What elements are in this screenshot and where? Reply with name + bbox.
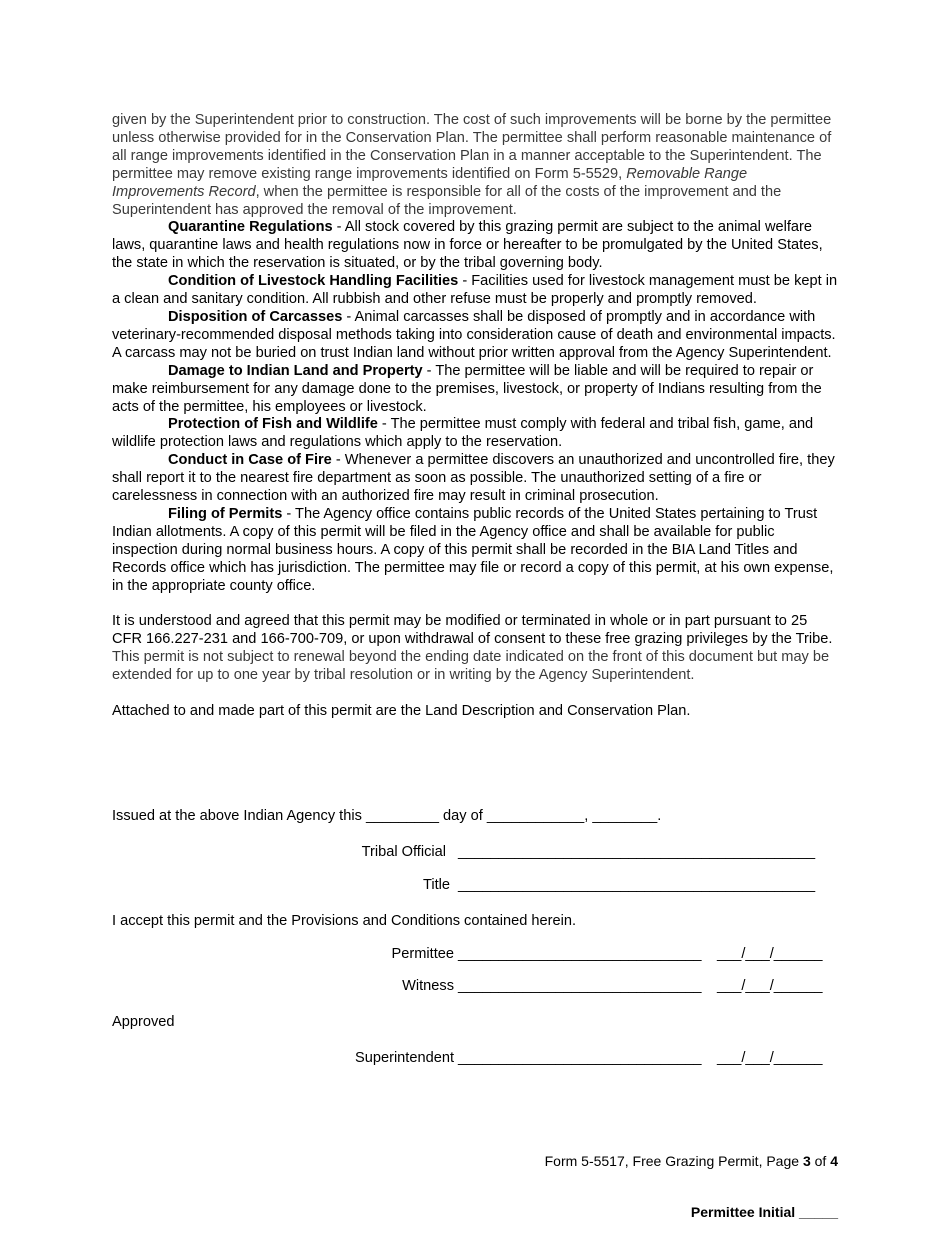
permittee-signature-line: ______________________________ — [458, 946, 702, 962]
permittee-date-line: ___/___/______ — [717, 946, 823, 962]
section-livestock-facilities — [112, 273, 840, 309]
section-heading: Condition of Livestock Handling Facilities — [168, 273, 459, 290]
title-label: Title — [422, 877, 450, 893]
section-heading: Disposition of Carcasses — [168, 308, 343, 325]
form-title-italic: Removable Range Improvements Record — [112, 165, 748, 200]
section-heading: Conduct in Case of Fire — [168, 452, 332, 469]
section-carcasses — [112, 309, 840, 363]
witness-label: Witness — [402, 978, 454, 994]
section-text: - Animal carcasses shall be disposed of promptly and in accordance with veterinary-recommended disposal methods taking into consideration cause of death and environmental impacts. A carcass may not be buried on trust Indian land without prior written approval from the Agency Superintendent. — [112, 308, 836, 361]
superintendent-label: Superintendent — [355, 1050, 454, 1066]
agreement-text-a: It is understood and agreed that this permit may be modified or terminated in whole or in part pursuant to 25 CFR 166.227-231 and 166-700-709, or upon withdrawal of consent to these free grazing privileges by the Tribe. — [112, 613, 833, 648]
section-text: - All stock covered by this grazing permit are subject to the animal welfare laws, quarantine laws and health regulations now in force or hereafter to be promulgated by the United States, the state in which the reservation is situated, or by the tribal governing body. — [112, 219, 823, 272]
page-footer — [545, 1119, 838, 1255]
section-text: - The permittee must comply with federal and tribal fish, game, and wildlife protection laws and regulations which apply to the reservation. — [112, 416, 814, 451]
witness-date-line: ___/___/______ — [717, 978, 823, 994]
section-quarantine — [112, 219, 840, 273]
section-text: - The Agency office contains public records of the United States pertaining to Trust Indian allotments. A copy of this permit will be filed in the Agency office and shall be available for public inspection during normal business hours. A copy of this permit shall be recorded in the BIA Land Titles and Records office which has jurisdiction. The permittee may file or record a copy of this permit, at his own expense, in the appropriate county office. — [112, 505, 834, 594]
superintendent-date-line: ___/___/______ — [717, 1050, 823, 1066]
permit-body — [112, 112, 840, 721]
section-fire — [112, 452, 840, 506]
total-pages: 4 — [830, 1153, 838, 1169]
section-wildlife — [112, 416, 840, 452]
intro-text-a: given by the Superintendent prior to construction. The cost of such improvements will be borne by the permittee unless otherwise provided for in the Conservation Plan. The permittee shall perform reasonable maintenance of all range improvements identified in the Conservation Plan in a manner acceptable to the Superintendent. The permittee may remove existing range improvements identified on Form 5-5529, — [112, 112, 832, 182]
current-page: 3 — [802, 1153, 811, 1169]
approved-label: Approved — [112, 1014, 175, 1030]
issued-line: Issued at the above Indian Agency this _________ day of ____________, ________. — [112, 808, 662, 824]
section-heading: Damage to Indian Land and Property — [168, 362, 423, 379]
section-heading: Protection of Fish and Wildlife — [168, 416, 378, 433]
section-filing — [112, 506, 840, 596]
permittee-initial — [545, 1204, 838, 1221]
section-text: - The permittee will be liable and will be required to repair or make reimbursement for any damage done to the premises, livestock, or property of Indians resulting from the acts of the permittee, his employees or livestock. — [112, 362, 822, 415]
permittee-initial-label: Permittee Initial — [690, 1204, 796, 1220]
agreement-paragraph — [112, 613, 840, 685]
tribal-official-label: Tribal Official — [361, 844, 446, 860]
section-text: - Facilities used for livestock management must be kept in a clean and sanitary condition. All rubbish and other refuse must be properly and promptly removed. — [112, 273, 838, 308]
acceptance-statement: I accept this permit and the Provisions and Conditions contained herein. — [112, 913, 577, 929]
attachments-note: Attached to and made part of this permit are the Land Description and Conservation Plan. — [112, 703, 691, 720]
tribal-official-signature-line: ____________________________________________ — [458, 844, 816, 860]
permittee-initial-line: _____ — [795, 1204, 838, 1220]
agreement-text-b: This permit is not subject to renewal beyond the ending date indicated on the front of this document but may be extended for up to one year by tribal resolution or in writing by the Agency Superintendent. — [112, 649, 830, 684]
intro-paragraph — [112, 112, 840, 219]
witness-signature-line: ______________________________ — [458, 978, 702, 994]
superintendent-signature-line: ______________________________ — [458, 1050, 702, 1066]
title-line: ____________________________________________ — [458, 877, 816, 893]
intro-text-b: , when the permittee is responsible for all of the costs of the improvement and the Superintendent has approved the removal of the improvement. — [112, 183, 782, 218]
section-text: - Whenever a permittee discovers an unauthorized and uncontrolled fire, they shall report it to the nearest fire department as soon as possible. The unauthorized setting of a fire or carelessness in connection with an authorized fire may result in criminal prosecution. — [112, 452, 835, 505]
section-heading: Quarantine Regulations — [168, 219, 333, 236]
permittee-label: Permittee — [391, 946, 454, 962]
section-heading: Filing of Permits — [168, 505, 283, 522]
section-damage — [112, 363, 840, 417]
form-page-number: Form 5-5517, Free Grazing Permit, Page 3 of 4 — [544, 1153, 838, 1169]
